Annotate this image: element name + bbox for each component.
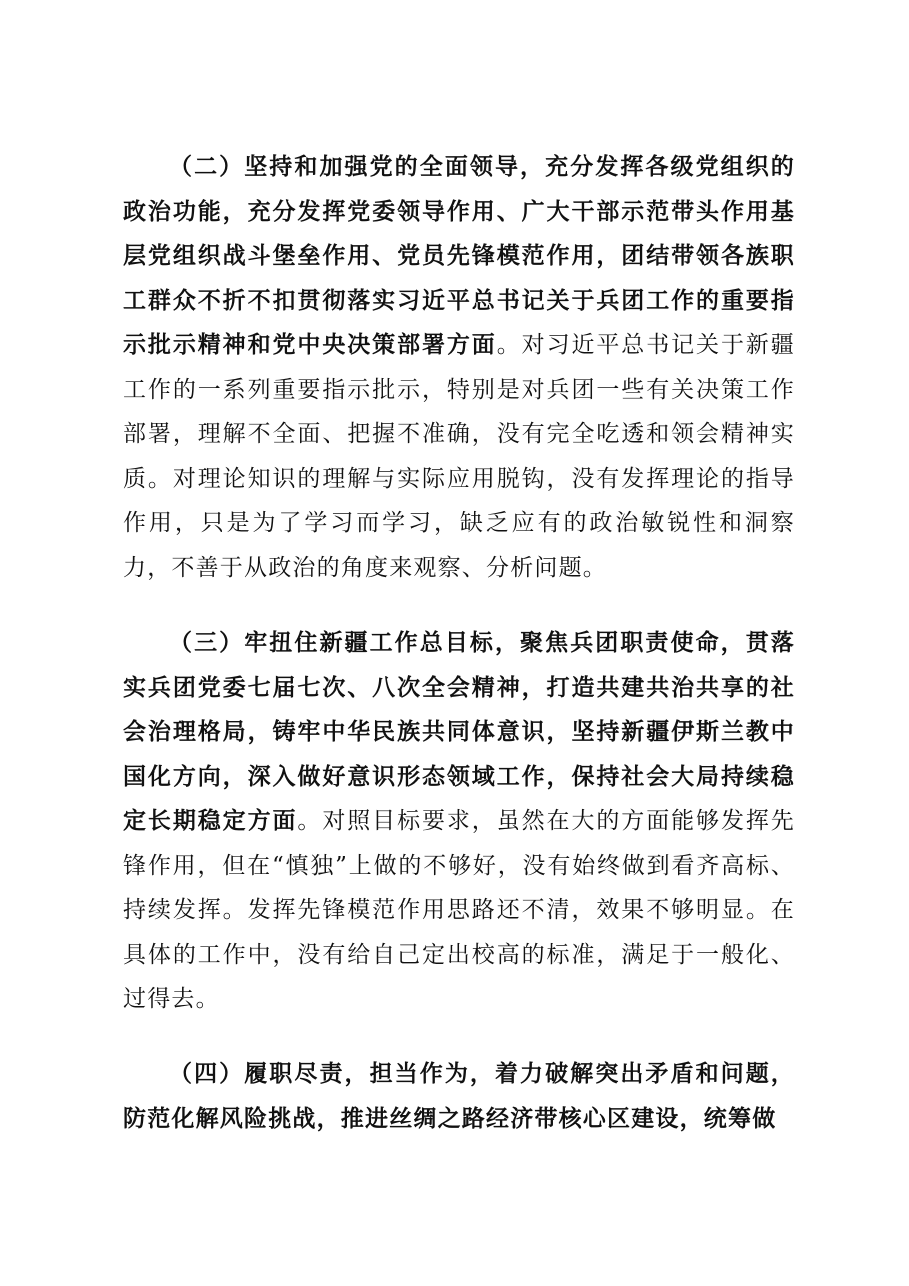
- paragraph-text: [123, 621, 795, 1022]
- paragraph-text: [123, 145, 795, 590]
- paragraph-3: [123, 621, 795, 1022]
- paragraph-text: [123, 1052, 795, 1141]
- paragraph-2: [123, 145, 795, 590]
- paragraph-4: [123, 1052, 795, 1141]
- paragraph-heading: （四）履职尽责，担当作为，着力破解突出矛盾和问题，防范化解风险挑战，推进丝绸之路经济带核心区建设，统筹做: [123, 1060, 795, 1132]
- paragraph-body: 。对照目标要求，虽然在大的方面能够发挥先锋作用，但在“慎独”上做的不够好，没有始终做到看齐高标、持续发挥。发挥先锋模范作用思路还不清，效果不够明显。在具体的工作中，没有给自己定出校高的标准，满足于一般化、过得去。: [123, 808, 795, 1012]
- paragraph-heading: （二）坚持和加强党的全面领导，充分发挥各级党组织的政治功能，充分发挥党委领导作用、广大干部示范带头作用基层党组织战斗堡垒作用、党员先锋模范作用，团结带领各族职工群众不折不扣贯彻落实习近平总书记关于兵团工作的重要指示批示精神和党中央决策部署方面: [123, 153, 795, 358]
- paragraph-body: 。对习近平总书记关于新疆工作的一系列重要指示批示，特别是对兵团一些有关决策工作部署，理解不全面、把握不准确，没有完全吃透和领会精神实质。对理论知识的理解与实际应用脱钩，没有发挥理论的指导作用，只是为了学习而学习，缺乏应有的政治敏锐性和洞察力，不善于从政治的角度来观察、分析问题。: [123, 332, 796, 581]
- paragraph-heading: （三）牢扭住新疆工作总目标，聚焦兵团职责使命，贯落实兵团党委七届七次、八次全会精神，打造共建共治共享的社会治理格局，铸牢中华民族共同体意识，坚持新疆伊斯兰教中国化方向，深入做好意识形态领域工作，保持社会大局持续稳定长期稳定方面: [123, 629, 795, 834]
